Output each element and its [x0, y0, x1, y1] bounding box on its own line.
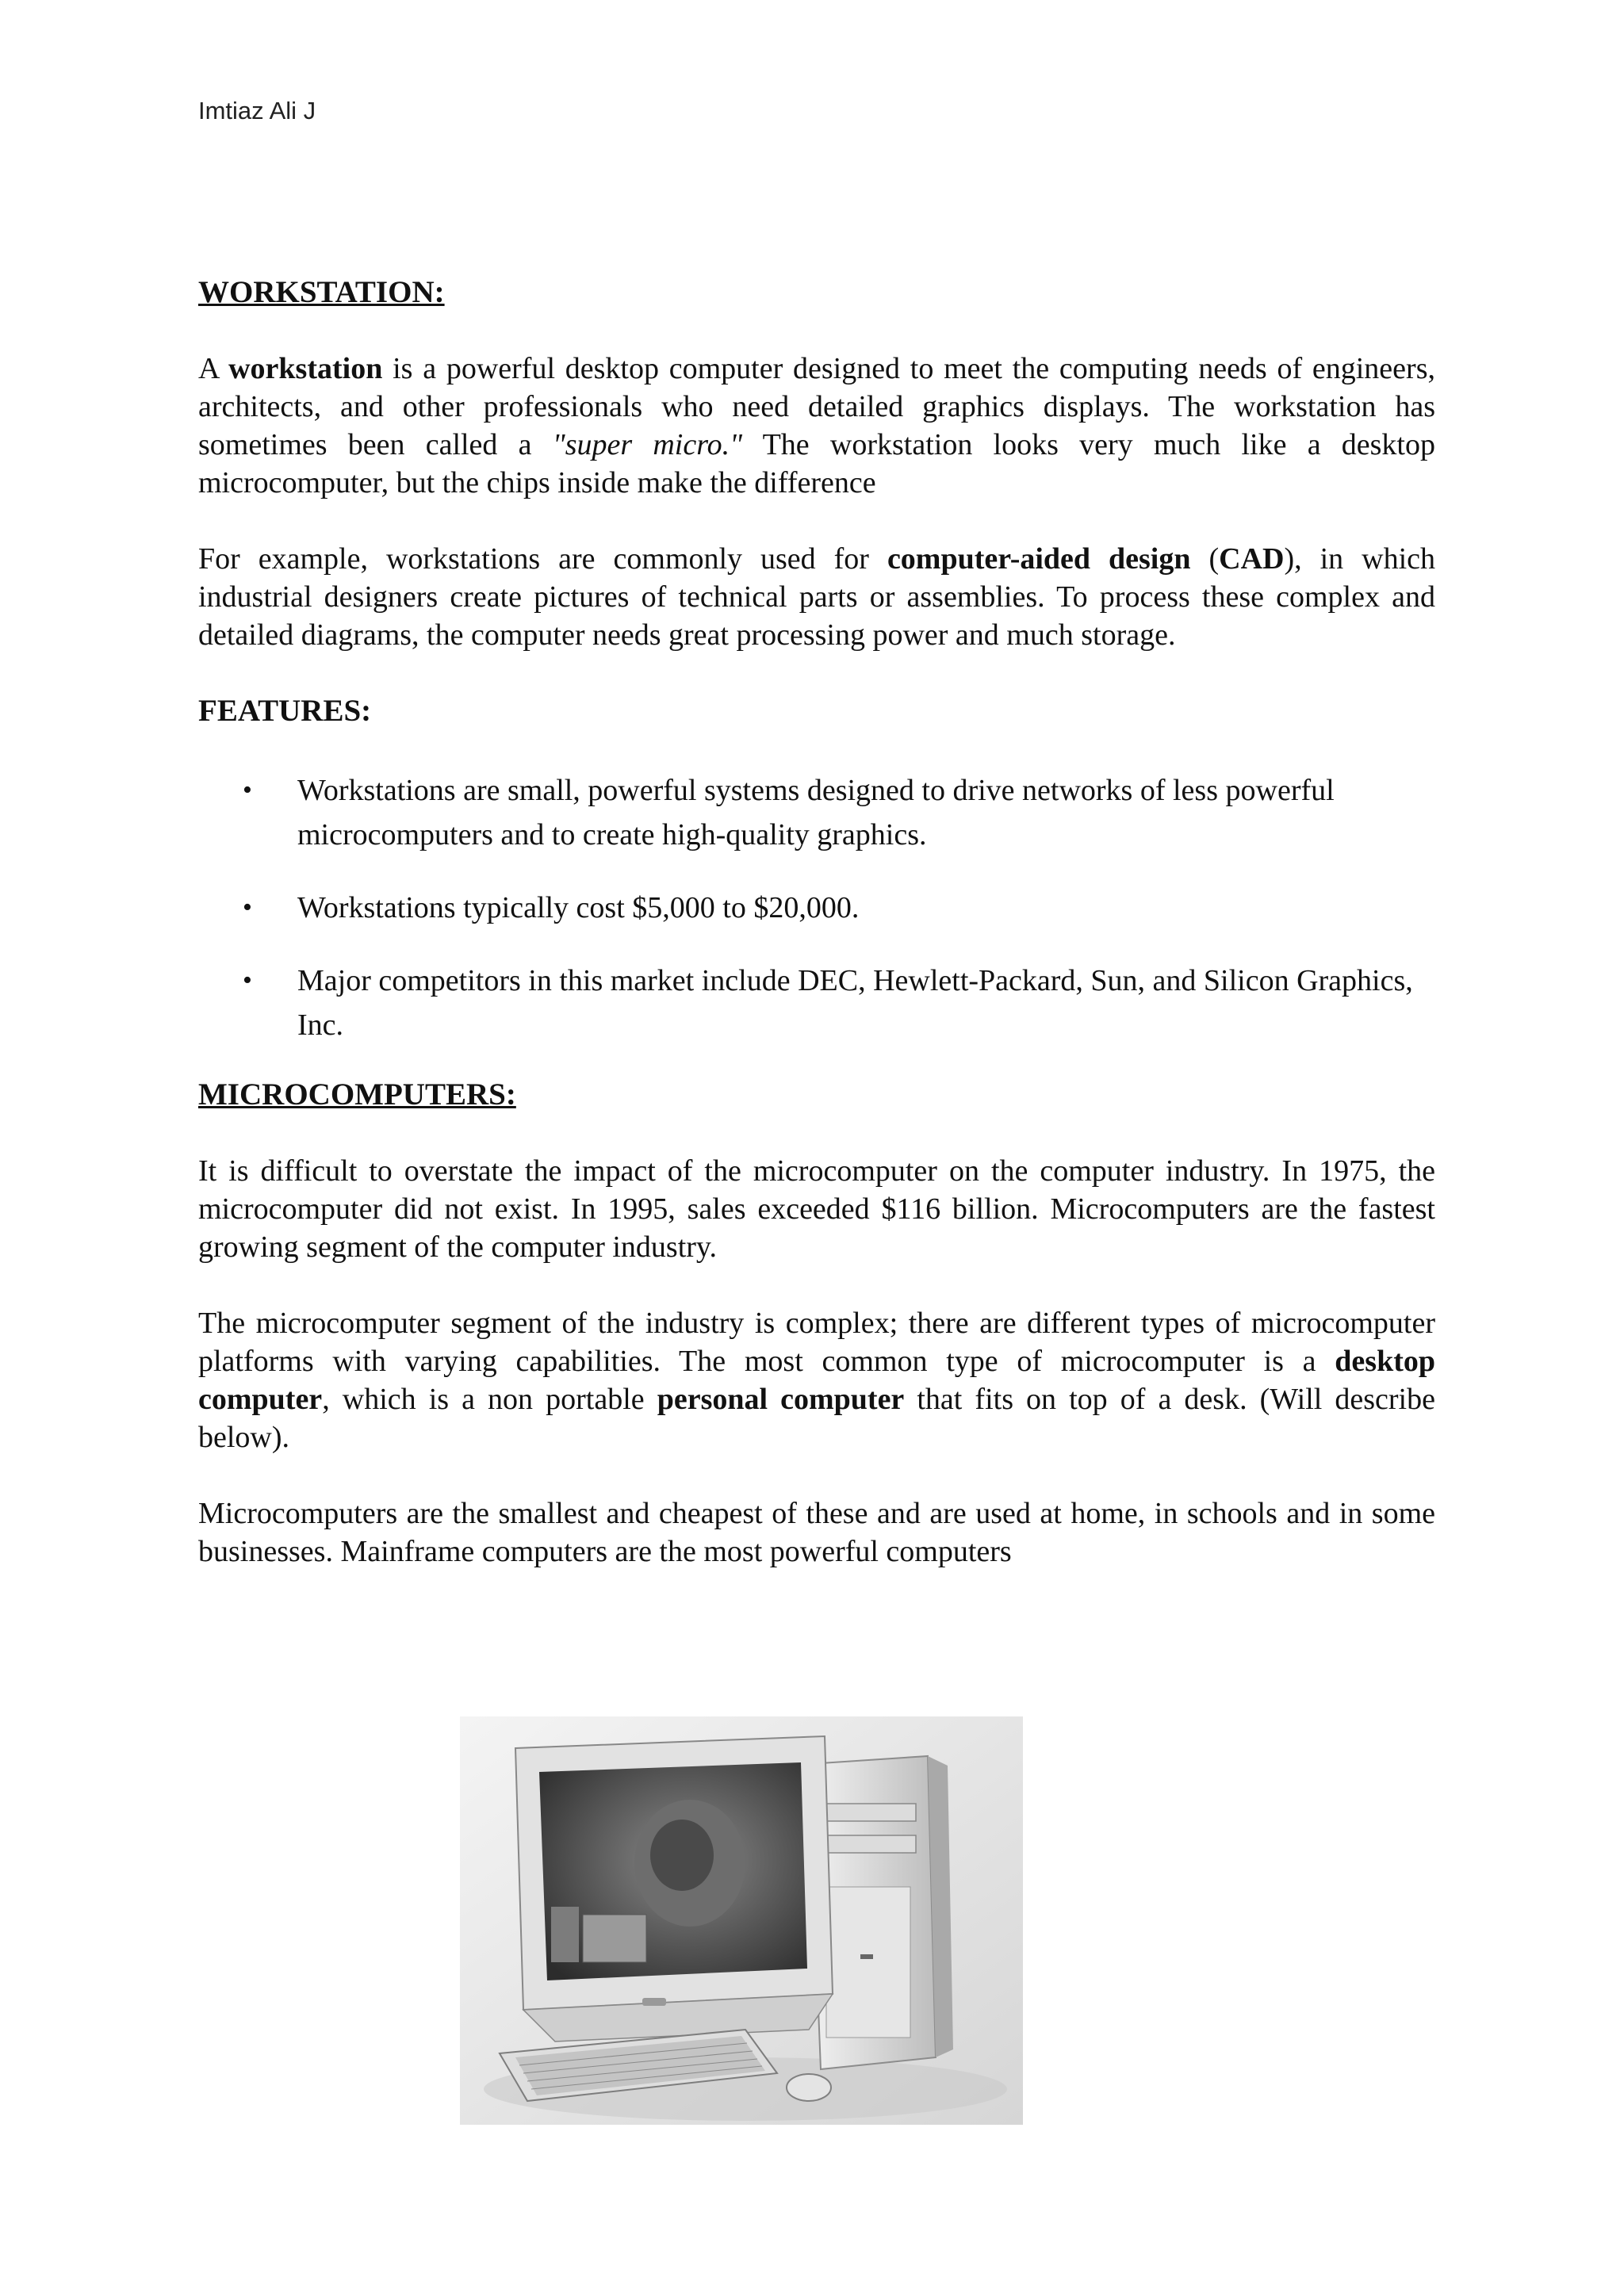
text-run: A	[198, 352, 229, 385]
text-run: , which is a non portable	[322, 1383, 657, 1416]
bullet-icon: •	[243, 775, 252, 805]
features-heading: FEATURES:	[198, 694, 372, 728]
microcomputers-paragraph-1: It is difficult to overstate the impact of the microcomputer on the computer industry. In 1975, the microcomputer did not exist. In 1995, sales exceeded $116 billion. Microcomputers are the fastest growing segment of the computer industry.	[198, 1154, 1435, 1264]
workstation-term: workstation	[228, 352, 383, 385]
text-run: (	[1190, 542, 1220, 576]
crt-monitor	[515, 1736, 833, 2042]
text-run: is a powerful desktop computer designed to meet the computing needs of engineers, architects, and other professionals who need detailed graphics displays. The workstation has sometimes been called a	[198, 352, 1435, 461]
desktop-computer-term: desktop computer	[198, 1345, 1435, 1416]
microcomputers-paragraph-2	[198, 1304, 1435, 1456]
feature-text: Workstations are small, powerful systems designed to drive networks of less powerful microcomputers and to create high-quality graphics.	[297, 774, 1335, 851]
feature-text: Major competitors in this market include DEC, Hewlett-Packard, Sun, and Silicon Graphics, Inc.	[297, 964, 1413, 1042]
desktop-computer-illustration	[460, 1716, 1023, 2125]
cad-term: computer-aided design	[887, 542, 1191, 576]
microcomputers-heading: MICROCOMPUTERS:	[198, 1077, 516, 1112]
bullet-icon: •	[243, 893, 252, 922]
text-run: that fits on top of a desk. (Will describe below).	[198, 1383, 1435, 1454]
workstation-heading: WORKSTATION:	[198, 275, 445, 309]
feature-item	[198, 886, 1431, 930]
cad-abbreviation: CAD	[1219, 542, 1285, 576]
workstation-paragraph-2	[198, 540, 1435, 654]
document-body	[198, 274, 1435, 1609]
mouse-icon	[787, 2074, 831, 2101]
feature-text: Workstations typically cost $5,000 to $20,000.	[297, 891, 860, 924]
text-run: For example, workstations are commonly used for	[198, 542, 887, 576]
workstation-paragraph-1	[198, 350, 1435, 502]
super-micro-quote: "super micro."	[552, 428, 743, 461]
text-run: ), in which industrial designers create pictures of technical parts or assemblies. To process these complex and detailed diagrams, the computer needs great processing power and much storage.	[198, 542, 1436, 652]
features-list	[198, 768, 1435, 1047]
microcomputers-paragraph-3: Microcomputers are the smallest and cheapest of these and are used at home, in schools and in some businesses. Mainframe computers are the most powerful computers	[198, 1497, 1435, 1568]
text-run: The workstation looks very much like a desktop microcomputer, but the chips inside make the difference	[198, 428, 1435, 499]
feature-item	[198, 959, 1431, 1047]
page-header-author: Imtiaz Ali J	[198, 97, 316, 124]
desktop-computer-photo	[460, 1716, 1023, 2125]
text-run: The microcomputer segment of the industry is complex; there are different types of microcomputer platforms with varying capabilities. The most common type of microcomputer is a	[198, 1307, 1435, 1378]
bullet-icon: •	[243, 966, 252, 995]
feature-item	[198, 768, 1431, 857]
personal-computer-term: personal computer	[657, 1383, 905, 1416]
